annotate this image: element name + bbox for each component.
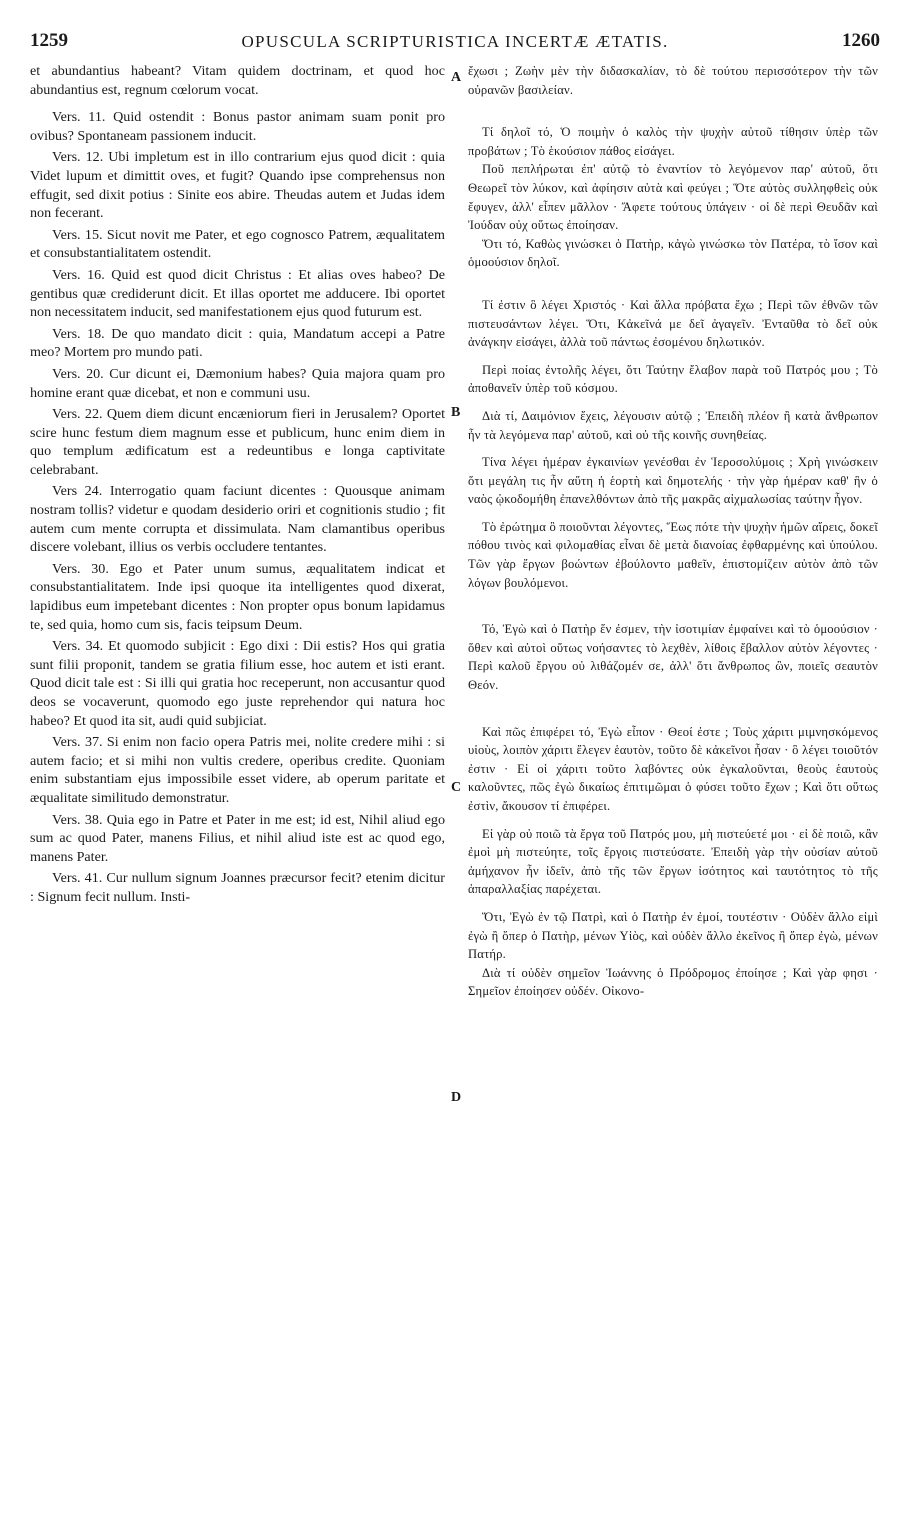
latin-paragraph: Vers. 11. Quid ostendit : Bonus pastor animam suam ponit pro ovibus? Spontaneam passionem inducit. <box>30 109 445 144</box>
greek-paragraph: Διὰ τί οὐδὲν σημεῖον Ἰωάννης ὁ Πρόδρομος ἐποίησε ; Καὶ γὰρ φησι · Σημεῖον ἐποίησεν οὐδέν. Οἰκονο- <box>468 965 878 999</box>
latin-paragraph: Vers. 41. Cur nullum signum Joannes præcursor fecit? etenim dicitur : Signum fecit nullum. Insti- <box>30 870 445 905</box>
latin-paragraph: Vers. 30. Ego et Pater unum sumus, æqualitatem indicat et consubstantialitatem. Inde ipsi quoque ita intelligentes quod dixerat, lapidibus eum impetebant dicentes : Non propter opus bonum lapidamus te, sed quia, homo cum sis, facis teipsum Deum. <box>30 560 445 633</box>
latin-paragraph: Vers. 18. De quo mandato dicit : quia, Mandatum accepi a Patre meo? Mortem pro mundo pati. <box>30 325 445 361</box>
running-title: OPUSCULA SCRIPTURISTICA INCERTÆ ÆTATIS. <box>241 32 669 51</box>
greek-column <box>468 62 878 1001</box>
latin-paragraph: Vers. 22. Quem diem dicunt encæniorum fieri in Jerusalem? Oportet scire hunc festum diem magnum esse et publicum, hunc enim diem in quo templum ædificatum est a redeuntibus e longa captivitate celebrabant. <box>30 406 445 478</box>
page-number-left: 1259 <box>30 30 68 51</box>
latin-paragraph: Vers. 37. Si enim non facio opera Patris mei, nolite credere mihi : si autem facio; et si mihi non vultis credere, operibus credite. Quoniam enim substantiam ejus impossibile esset videre, ab operum paritate et æqualitate similitudo demonstratur. <box>30 734 445 806</box>
latin-paragraph: Vers 24. Interrogatio quam faciunt dicentes : Quousque animam nostram tollis? videtur e quodam desiderio oriri et cognitionis studio ; fit autem cum mente corrupta et dissimulata. Nam clamantibus operibus discere volebant, illius os verbis occludere tentantes. <box>30 483 445 556</box>
greek-paragraph: Τὸ ἐρώτημα ὃ ποιοῦνται λέγοντες, Ἕως πότε τὴν ψυχὴν ἡμῶν αἴρεις, δοκεῖ πόθου τινὸς καὶ φιλομαθίας εἶναι δὲ μετὰ διανοίας ἐφθαρμένης καὶ ὑπούλου. Τῶν γὰρ ἔργων βοώντων ἐβούλοντο μαθεῖν, ἐπιστομίζειν αὐτὸν ἀπὸ τῶν λόγων βουλόμενοι. <box>468 519 878 590</box>
greek-paragraph: Καὶ πῶς ἐπιφέρει τό, Ἐγὼ εἶπον · Θεοί ἐστε ; Τοὺς χάριτι μιμνησκόμενος υἱοὺς, λοιπὸν χάριτι ἔλεγεν ἑαυτὸν, τοῦτο δὲ κἀκεῖνοι ἦσαν · ὃ λέγει τοιοῦτόν ἐστιν · Εἰ οἱ χάριτι τοῦτο λαβόντες οὐκ ἐγκαλοῦνται, θεοὺς ἑαυτοὺς καλοῦντες, πῶς ἐγὼ δικαίως ἐπιτιμῶμαι ὁ φύσει τοῦτο ἔχων ; Καὶ ὅτι οὕτως ἐστὶν, ἄκουσον τί ἐπιφέρει. <box>468 724 878 813</box>
margin-marker-c: C <box>451 780 462 795</box>
margin-marker-a: A <box>451 70 462 85</box>
greek-paragraph: Ὅτι τό, Καθὼς γινώσκει ὁ Πατὴρ, κἀγὼ γινώσκω τὸν Πατέρα, τὸ ἴσον καὶ ὁμοούσιον δηλοῖ. <box>468 236 878 270</box>
greek-paragraph: Τί ἐστιν ὃ λέγει Χριστός · Καὶ ἄλλα πρόβατα ἔχω ; Περὶ τῶν ἐθνῶν τῶν πιστευσάντων λέγει. Ὅτι, Κἀκεῖνά με δεῖ ἀγαγεῖν. Ἐνταῦθα τὸ δεῖ οὐκ ἀνάγκην εἰσάγει, ἀλλὰ τοῦ πάντως ἐσομένου δηλωτικόν. <box>468 297 878 350</box>
page-number-right: 1260 <box>842 30 880 51</box>
greek-paragraph: Εἰ γὰρ οὐ ποιῶ τὰ ἔργα τοῦ Πατρός μου, μὴ πιστεύετέ μοι · εἰ δὲ ποιῶ, κἂν ἐμοὶ μὴ πιστεύητε, τοῖς ἔργοις πιστεύσατε. Ἐπειδὴ γὰρ τὴν οὐσίαν αὐτοῦ ἀμήχανον ἦν ἰδεῖν, ἀπὸ τῆς τῶν ἔργων ἰσότητος καὶ ταυτότητος τὸ τῆς ἀπαραλλαξίας παρέχεται. <box>468 826 878 897</box>
latin-column <box>30 62 445 910</box>
page-header <box>30 30 880 54</box>
greek-paragraph: Περὶ ποίας ἐντολῆς λέγει, ὅτι Ταύτην ἔλαβον παρὰ τοῦ Πατρός μου ; Τὸ ἀποθανεῖν ὑπὲρ τοῦ κόσμου. <box>468 362 878 396</box>
latin-paragraph: Vers. 34. Et quomodo subjicit : Ego dixi : Dii estis? Hos qui gratia sunt filii proponit, tandem se gratia filium esse, hoc autem et isti erant. Quod dicit tale est : Si illi qui gratia hoc receperunt, non accusantur quod deos se vocaverunt, quomodo ego juste reprehendor qui natura hoc habeo? Et quod ita sit, audi quid subjiciat. <box>30 638 445 729</box>
latin-paragraph: Vers. 38. Quia ego in Patre et Pater in me est; id est, Nihil aliud ego sum ac quod Pater, manens Filius, et nihil aliud iste est ac quod ego, manens Pater. <box>30 811 445 865</box>
greek-paragraph: Ποῦ πεπλήρωται ἐπ' αὐτῷ τὸ ἐναντίον τὸ λεγόμενον παρ' αὐτοῦ, ὅτι Θεωρεῖ τὸν λύκον, καὶ ἀφίησιν αὐτὰ καὶ φεύγει ; Ὅτε αὐτὸς συλληφθεὶς οὐκ ἔφυγεν, ἀλλ' εἶπεν μᾶλλον · Ἄφετε τούτους ὑπάγειν · οἱ δὲ περὶ Θευδᾶν καὶ Ἰούδαν οὐχ οὕτως ἐποίησαν. <box>468 162 878 233</box>
latin-paragraph: Vers. 12. Ubi impletum est in illo contrarium ejus quod dicit : quia Videt lupum et dimittit oves, et fugit? Quando ipse comprehensus non effugit, sed dixit potius : Sinite eos abire. Theudas autem et Judas idem non fecerant. <box>30 149 445 222</box>
greek-paragraph: Τό, Ἐγὼ καὶ ὁ Πατὴρ ἕν ἐσμεν, τὴν ἰσοτιμίαν ἐμφαίνει καὶ τὸ ὁμοούσιον · ὅθεν καὶ αὐτοὶ οὕτως νοήσαντες τὸ λεχθὲν, λίθοις ἔβαλλον αὐτὸν λέγοντες · Περὶ καλοῦ ἔργου οὐ λιθάζομέν σε, ἀλλ' ὅτι ἄνθρωπος ὢν, ποιεῖς σεαυτὸν Θεόν. <box>468 622 878 693</box>
greek-paragraph: Διὰ τί, Δαιμόνιον ἔχεις, λέγουσιν αὐτῷ ; Ἐπειδὴ πλέον ἢ κατὰ ἄνθρωπον ἦν τὰ λεγόμενα παρ' αὐτοῦ, καὶ οὐ τῆς κοινῆς συνηθείας. <box>468 408 878 442</box>
latin-paragraph: Vers. 20. Cur dicunt ei, Dæmonium habes? Quia majora quam pro homine erant quæ dicebat, et non e communi usu. <box>30 365 445 401</box>
greek-paragraph: Τί δηλοῖ τό, Ὁ ποιμὴν ὁ καλὸς τὴν ψυχὴν αὐτοῦ τίθησιν ὑπὲρ τῶν προβάτων ; Τὸ ἑκούσιον πάθος εἰσάγει. <box>468 125 878 158</box>
latin-paragraph: Vers. 16. Quid est quod dicit Christus : Et alias oves habeo? De gentibus quæ crediderunt dicit. Et illas oportet me adducere. Ibi oportet non necessitatem inducit, sed manifestationem ejus quod futurum est. <box>30 266 445 321</box>
latin-paragraph: et abundantius habeant? Vitam quidem doctrinam, et quod hoc abundantius est, regnum cœlorum vocat. <box>30 63 445 98</box>
greek-paragraph: Ὅτι, Ἐγὼ ἐν τῷ Πατρὶ, καὶ ὁ Πατὴρ ἐν ἐμοί, τουτέστιν · Οὐδὲν ἄλλο εἰμὶ ἐγὼ ἢ ὅπερ ὁ Πατὴρ, μένων Υἱὸς, καὶ οὐδὲν ἄλλο ἐκεῖνος ἢ ὅπερ ἐγὼ, μένων Πατήρ. <box>468 909 878 962</box>
margin-marker-b: B <box>451 405 461 420</box>
latin-paragraph: Vers. 15. Sicut novit me Pater, et ego cognosco Patrem, æqualitatem et consubstantialitatem ostendit. <box>30 226 445 262</box>
greek-paragraph: ἔχωσι ; Ζωὴν μὲν τὴν διδασκαλίαν, τὸ δὲ τούτου περισσότερον τὴν τῶν οὐρανῶν βασιλείαν. <box>468 64 878 97</box>
greek-paragraph: Τίνα λέγει ἡμέραν ἐγκαινίων γενέσθαι ἐν Ἱεροσολύμοις ; Χρὴ γινώσκειν ὅτι μεγάλη τις ἦν αὕτη ἡ ἑορτὴ καὶ δημοτελής · τὴν γὰρ ἡμέραν καθ' ἣν ὁ ναὸς ᾠκοδομήθη ἐπανελθόντων ἀπὸ τῆς μακρᾶς αἰχμαλωσίας ταύτην ἦγον. <box>468 455 878 507</box>
margin-marker-d: D <box>451 1090 462 1105</box>
